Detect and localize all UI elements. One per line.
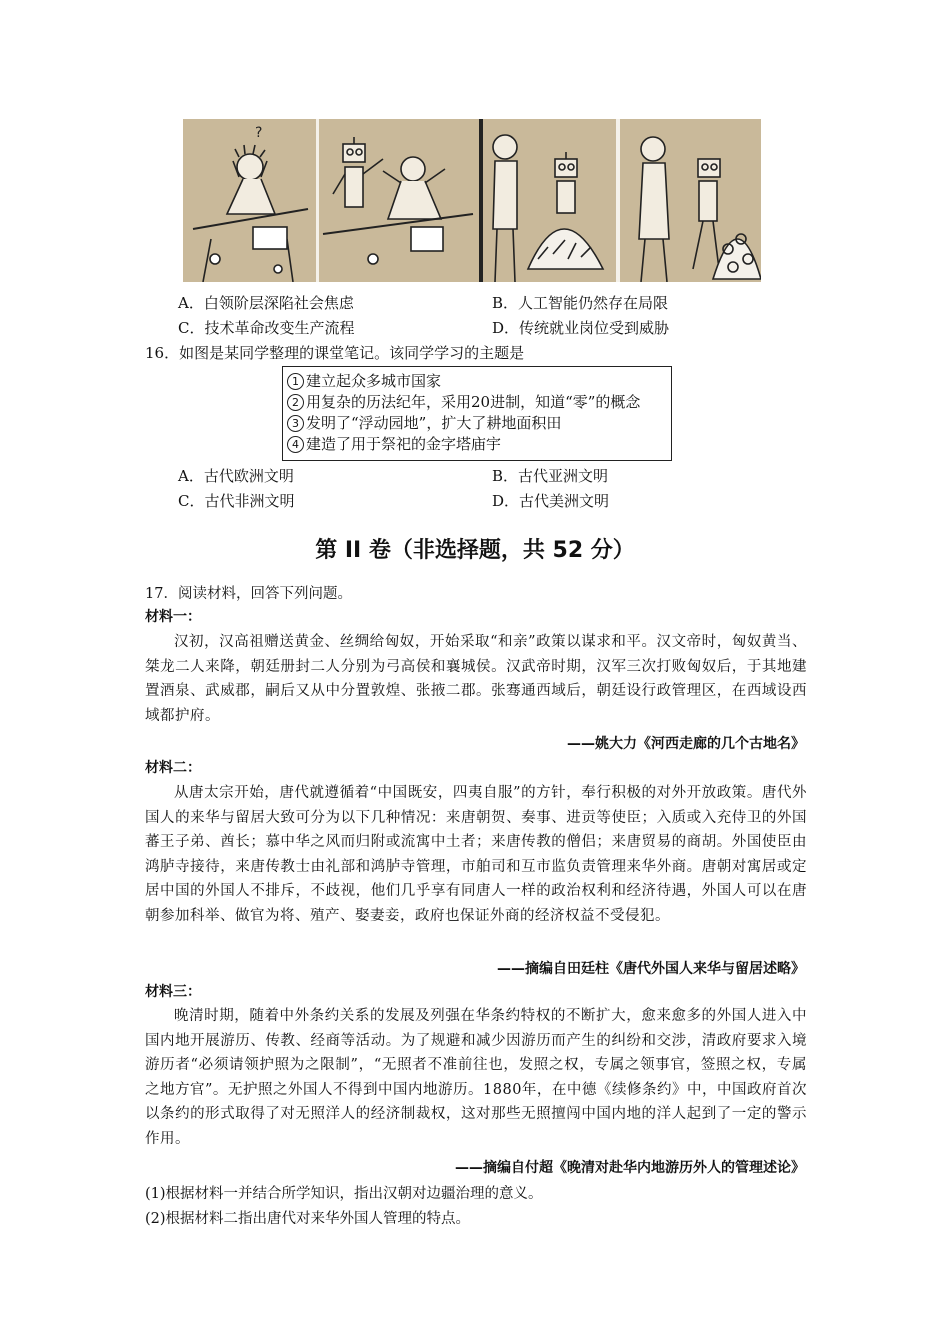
note-text: 建立起众多城市国家: [306, 372, 442, 390]
comic-illustration: [183, 119, 761, 282]
section-title: 第 II 卷（非选择题，共 52 分）: [315, 538, 635, 563]
note-number: 3: [287, 415, 304, 432]
q17-sub-question-1: (1)根据材料一并结合所学知识，指出汉朝对边疆治理的意义。: [145, 1186, 543, 1202]
material-1-text: 汉初，汉高祖赠送黄金、丝绸给匈奴，开始采取“和亲”政策以谋求和平。汉文帝时，匈奴黄当、桀龙二人来降，朝廷册封二人分别为弓高侯和襄城侯。汉武帝时期，汉军三次打败匈奴后，于其地建置酒泉、武威郡，嗣后又从中分置敦煌、张掖二郡。张骞通西域后，朝廷设行政管理区，在西域设西域都护府。: [145, 634, 807, 724]
note-item: [287, 392, 671, 413]
q15-option-a: A．白领阶层深陷社会焦虑: [178, 294, 354, 312]
material-1-source: ——姚大力《河西走廊的几个古地名》: [567, 736, 805, 752]
q16-option-d: D．古代美洲文明: [492, 492, 610, 510]
material-2-text: 从唐太宗开始，唐代就遵循着“中国既安，四夷自服”的方针，奉行积极的对外开放政策。唐代外国人的来华与留居大致可分为以下几种情况：来唐朝贺、奏事、进贡等使臣；入质或入充侍卫的外国蕃王子弟、酋长；慕中华之风而归附或流寓中土者；来唐传教的僧侣；来唐贸易的商胡。外国使臣由鸿胪寺接待，来唐传教士由礼部和鸿胪寺管理，市舶司和互市监负责管理来华外商。唐朝对寓居或定居中国的外国人不排斥，不歧视，他们几乎享有同唐人一样的政治权利和经济待遇，外国人可以在唐朝参加科举、做官为将、殖产、娶妻妾，政府也保证外商的经济权益不受侵犯。: [145, 785, 807, 924]
note-number: 2: [287, 394, 304, 411]
note-number: 4: [287, 436, 304, 453]
note-item: [287, 371, 671, 392]
q16-option-b: B．古代亚洲文明: [492, 467, 609, 485]
material-2-label: 材料二：: [145, 760, 201, 776]
svg-text:?: ?: [255, 125, 263, 141]
material-3-label: 材料三：: [145, 984, 201, 1000]
note-text: 用复杂的历法纪年，采用20进制，知道“零”的概念: [306, 393, 641, 411]
q16-option-a: A．古代欧洲文明: [178, 467, 294, 485]
q17-stem: 17．阅读材料，回答下列问题。: [145, 586, 352, 602]
q17-sub-question-2: (2)根据材料二指出唐代对来华外国人管理的特点。: [145, 1211, 471, 1227]
note-text: 建造了用于祭祀的金字塔庙宇: [306, 435, 502, 453]
q16-option-c: C．古代非洲文明: [178, 492, 295, 510]
material-3-text: 晚清时期，随着中外条约关系的发展及列强在华条约特权的不断扩大，愈来愈多的外国人进入中国内地开展游历、传教、经商等活动。为了规避和减少因游历而产生的纠纷和交涉，清政府要求入境游历者“必须请领护照为之限制”，“无照者不准前往也，发照之权，专属之领事官，签照之权，专属之地方官”。无护照之外国人不得到中国内地游历。1880年，在中德《续修条约》中，中国政府首次以条约的形式取得了对无照洋人的经济制裁权，这对那些无照擅闯中国内地的洋人起到了一定的警示作用。: [145, 1008, 807, 1147]
material-1-label: 材料一：: [145, 609, 201, 625]
q15-option-d: D．传统就业岗位受到威胁: [492, 319, 670, 337]
q16-stem: 16．如图是某同学整理的课堂笔记。该同学学习的主题是: [145, 344, 525, 362]
note-text: 发明了“浮动园地”，扩大了耕地面积田: [306, 414, 562, 432]
note-item: [287, 434, 671, 455]
material-3-source: ——摘编自付超《晚清对赴华内地游历外人的管理述论》: [455, 1160, 805, 1176]
q15-option-b: B．人工智能仍然存在局限: [492, 294, 669, 312]
class-notes-box: [282, 366, 672, 461]
note-item: [287, 413, 671, 434]
q15-option-c: C．技术革命改变生产流程: [178, 319, 355, 337]
material-2-source: ——摘编自田廷柱《唐代外国人来华与留居述略》: [497, 961, 805, 977]
note-number: 1: [287, 373, 304, 390]
